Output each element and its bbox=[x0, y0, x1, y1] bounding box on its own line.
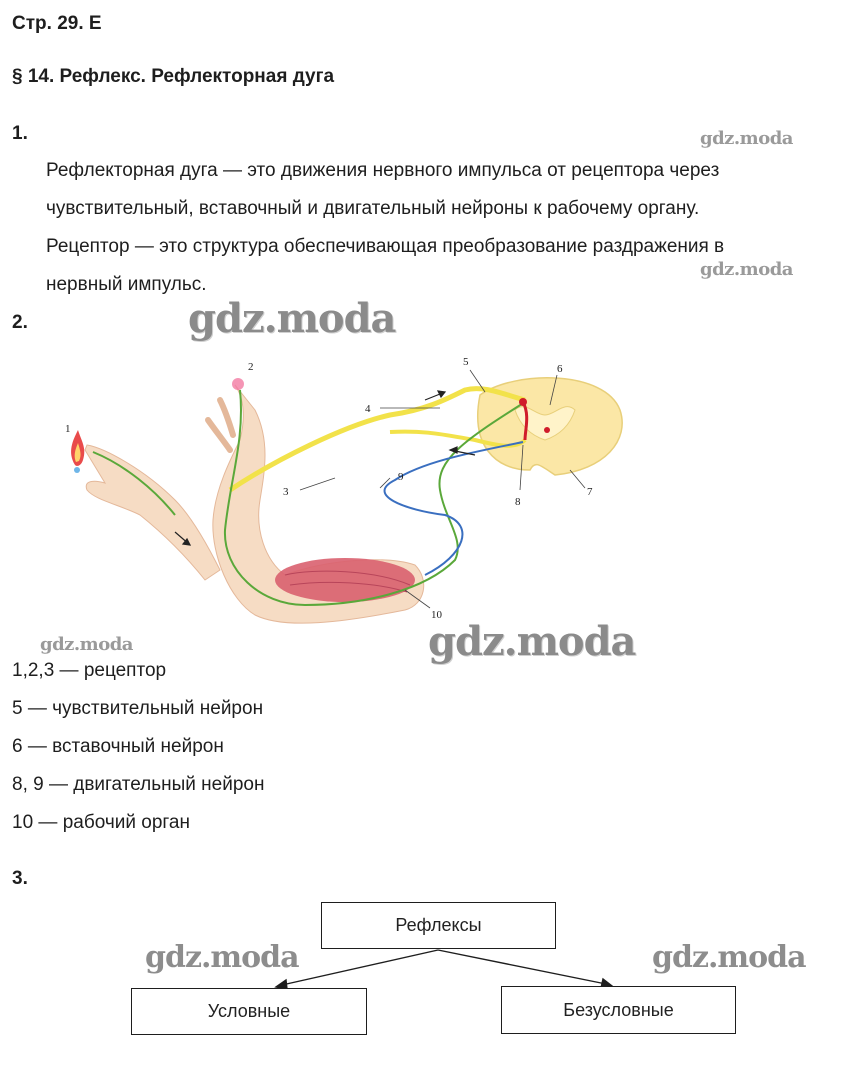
answer-line-1: Рефлекторная дуга — это движения нервного импульса от рецептора через bbox=[46, 160, 720, 181]
label-6: 6 bbox=[557, 363, 563, 375]
answer-item: 6 — вставочный нейрон bbox=[12, 736, 224, 757]
watermark: gdz.moda bbox=[145, 940, 299, 975]
watermark: gdz.moda bbox=[40, 634, 133, 655]
watermark: gdz.moda bbox=[188, 295, 396, 342]
answer-line-3: Рецептор — это структура обеспечивающая преобразование раздражения в bbox=[46, 236, 725, 257]
page-reference: Стр. 29. Е bbox=[12, 13, 102, 34]
label-2: 2 bbox=[248, 361, 254, 373]
label-9: 9 bbox=[398, 471, 404, 483]
label-3: 3 bbox=[283, 486, 289, 498]
label-5: 5 bbox=[463, 356, 469, 368]
watermark: gdz.moda bbox=[700, 128, 793, 149]
section-title: § 14. Рефлекс. Рефлекторная дуга bbox=[12, 66, 335, 87]
answer-line-2: чувствительный, вставочный и двигательный нейроны к рабочему органу. bbox=[46, 198, 700, 219]
question-2-number: 2. bbox=[12, 312, 28, 333]
watermark: gdz.moda bbox=[700, 259, 793, 280]
reflexes-box: Рефлексы bbox=[321, 902, 556, 949]
label-8: 8 bbox=[515, 496, 521, 508]
watermark: gdz.moda bbox=[652, 940, 806, 975]
answer-item: 5 — чувствительный нейрон bbox=[12, 698, 264, 719]
label-4: 4 bbox=[365, 403, 371, 415]
conditioned-reflexes-box: Условные bbox=[131, 988, 367, 1035]
watermark: gdz.moda bbox=[428, 618, 636, 665]
answer-item: 10 — рабочий орган bbox=[12, 812, 190, 833]
label-10: 10 bbox=[431, 609, 442, 621]
unconditioned-reflexes-box: Безусловные bbox=[501, 986, 736, 1034]
answer-line-4: нервный импульс. bbox=[46, 274, 207, 295]
question-3-number: 3. bbox=[12, 868, 28, 889]
answer-item: 8, 9 — двигательный нейрон bbox=[12, 774, 265, 795]
label-7: 7 bbox=[587, 486, 593, 498]
answer-item: 1,2,3 — рецептор bbox=[12, 660, 167, 681]
label-1: 1 bbox=[65, 423, 71, 435]
question-1-number: 1. bbox=[12, 123, 28, 144]
